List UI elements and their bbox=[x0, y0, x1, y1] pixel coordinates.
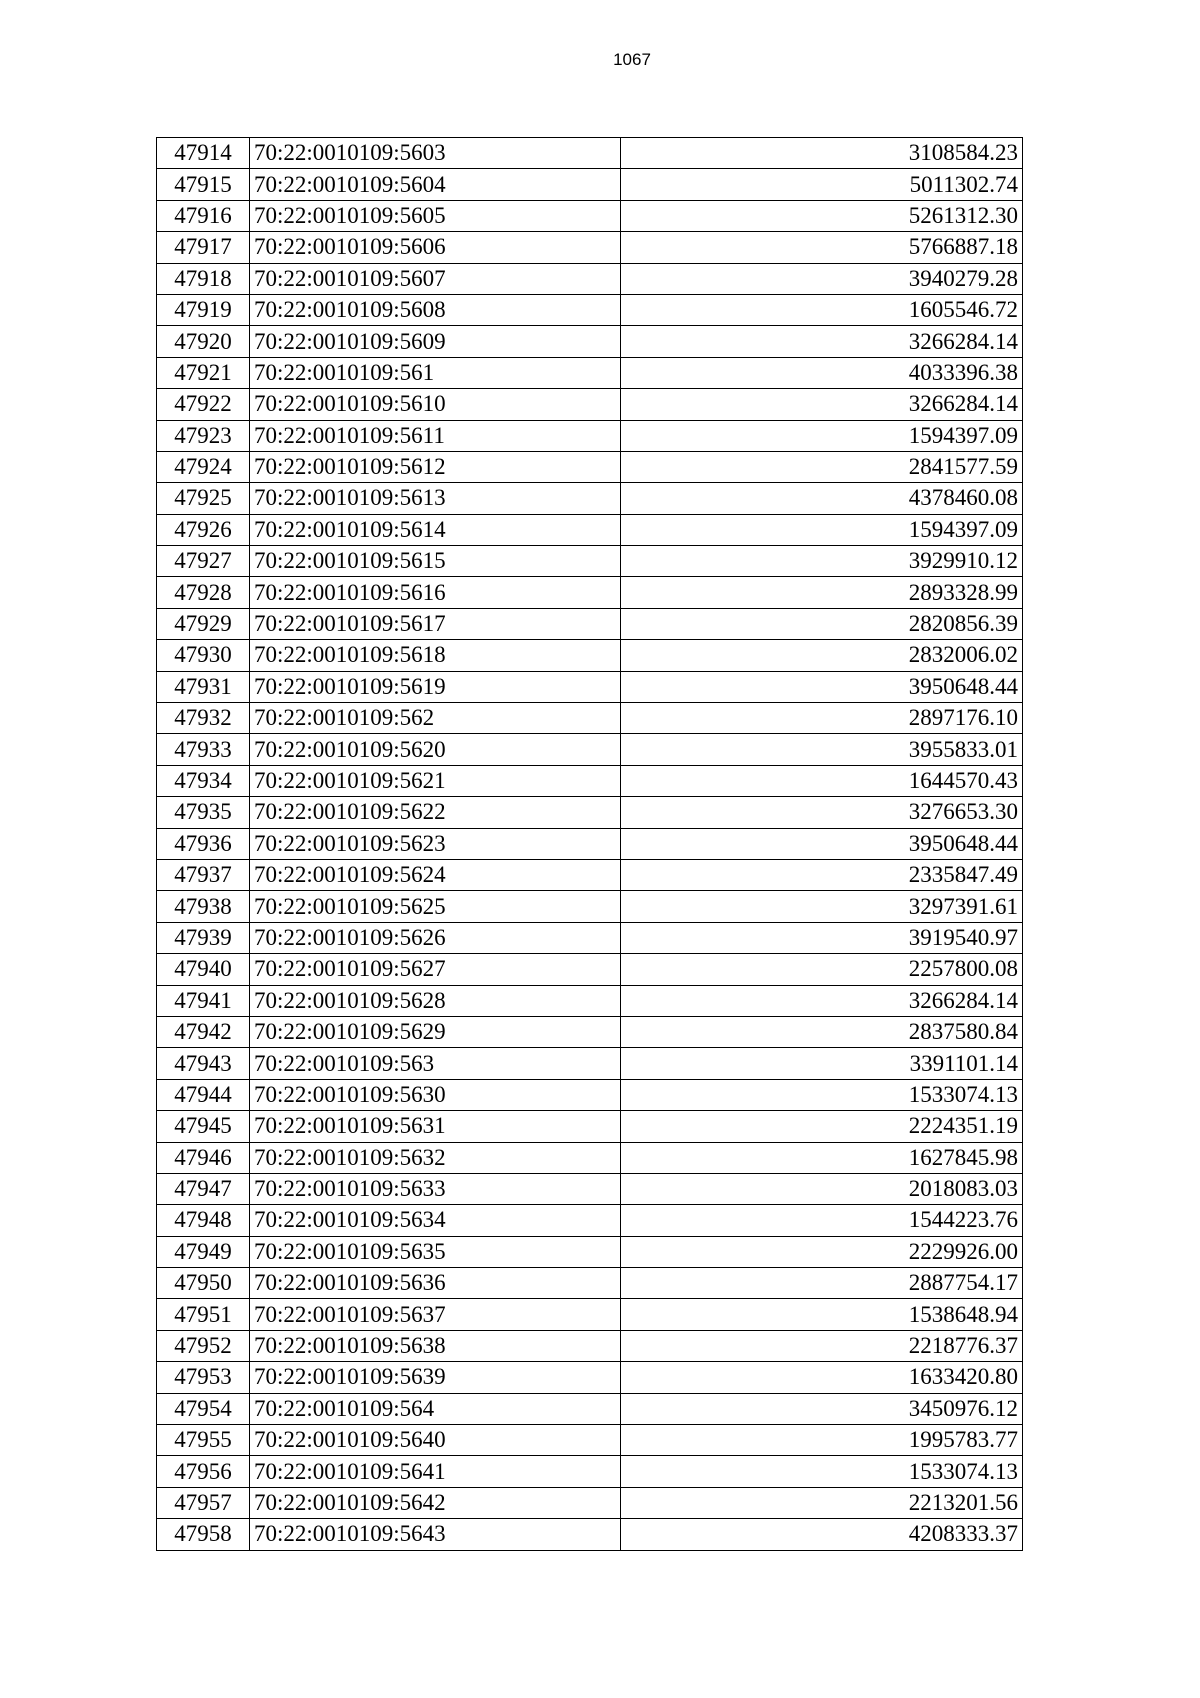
cadastral-value-cell: 1605546.72 bbox=[621, 294, 1023, 325]
cadastral-value-cell: 5011302.74 bbox=[621, 169, 1023, 200]
table-row bbox=[157, 1487, 1023, 1518]
row-number-cell: 47937 bbox=[157, 859, 250, 890]
row-number-cell: 47948 bbox=[157, 1205, 250, 1236]
table-row bbox=[157, 263, 1023, 294]
cadastral-number-cell: 70:22:0010109:5623 bbox=[250, 828, 621, 859]
cadastral-number-cell: 70:22:0010109:5632 bbox=[250, 1142, 621, 1173]
table-row bbox=[157, 357, 1023, 388]
table-row bbox=[157, 608, 1023, 639]
table-row bbox=[157, 1299, 1023, 1330]
cadastral-number-cell: 70:22:0010109:564 bbox=[250, 1393, 621, 1424]
table-row bbox=[157, 1425, 1023, 1456]
cadastral-value-cell: 3391101.14 bbox=[621, 1048, 1023, 1079]
cadastral-number-cell: 70:22:0010109:5608 bbox=[250, 294, 621, 325]
table-row bbox=[157, 1393, 1023, 1424]
row-number-cell: 47938 bbox=[157, 891, 250, 922]
row-number-cell: 47958 bbox=[157, 1519, 250, 1550]
cadastral-value-cell: 1533074.13 bbox=[621, 1456, 1023, 1487]
row-number-cell: 47923 bbox=[157, 420, 250, 451]
cadastral-number-cell: 70:22:0010109:562 bbox=[250, 703, 621, 734]
cadastral-number-cell: 70:22:0010109:5607 bbox=[250, 263, 621, 294]
row-number-cell: 47952 bbox=[157, 1330, 250, 1361]
cadastral-number-cell: 70:22:0010109:5603 bbox=[250, 138, 621, 169]
row-number-cell: 47928 bbox=[157, 577, 250, 608]
row-number-cell: 47918 bbox=[157, 263, 250, 294]
cadastral-value-cell: 3266284.14 bbox=[621, 985, 1023, 1016]
cadastral-number-cell: 70:22:0010109:5633 bbox=[250, 1173, 621, 1204]
cadastral-number-cell: 70:22:0010109:5612 bbox=[250, 451, 621, 482]
cadastral-value-cell: 3919540.97 bbox=[621, 922, 1023, 953]
row-number-cell: 47946 bbox=[157, 1142, 250, 1173]
cadastral-number-cell: 70:22:0010109:5643 bbox=[250, 1519, 621, 1550]
cadastral-number-cell: 70:22:0010109:5629 bbox=[250, 1016, 621, 1047]
table-row bbox=[157, 294, 1023, 325]
cadastral-value-cell: 1533074.13 bbox=[621, 1079, 1023, 1110]
cadastral-number-cell: 70:22:0010109:563 bbox=[250, 1048, 621, 1079]
cadastral-value-cell: 3929910.12 bbox=[621, 546, 1023, 577]
row-number-cell: 47950 bbox=[157, 1268, 250, 1299]
table-row bbox=[157, 1236, 1023, 1267]
table-row bbox=[157, 703, 1023, 734]
row-number-cell: 47919 bbox=[157, 294, 250, 325]
table-row bbox=[157, 546, 1023, 577]
row-number-cell: 47914 bbox=[157, 138, 250, 169]
cadastral-value-cell: 1627845.98 bbox=[621, 1142, 1023, 1173]
cadastral-number-cell: 70:22:0010109:5621 bbox=[250, 765, 621, 796]
table-row bbox=[157, 922, 1023, 953]
cadastral-value-cell: 2224351.19 bbox=[621, 1111, 1023, 1142]
row-number-cell: 47939 bbox=[157, 922, 250, 953]
row-number-cell: 47921 bbox=[157, 357, 250, 388]
cadastral-number-cell: 70:22:0010109:5642 bbox=[250, 1487, 621, 1518]
table-row bbox=[157, 1142, 1023, 1173]
row-number-cell: 47922 bbox=[157, 389, 250, 420]
cadastral-value-cell: 4033396.38 bbox=[621, 357, 1023, 388]
cadastral-number-cell: 70:22:0010109:5627 bbox=[250, 954, 621, 985]
row-number-cell: 47929 bbox=[157, 608, 250, 639]
table-row bbox=[157, 1456, 1023, 1487]
cadastral-value-cell: 5261312.30 bbox=[621, 200, 1023, 231]
cadastral-number-cell: 70:22:0010109:5611 bbox=[250, 420, 621, 451]
cadastral-number-cell: 70:22:0010109:5619 bbox=[250, 671, 621, 702]
row-number-cell: 47951 bbox=[157, 1299, 250, 1330]
cadastral-number-cell: 70:22:0010109:5605 bbox=[250, 200, 621, 231]
cadastral-value-cell: 1544223.76 bbox=[621, 1205, 1023, 1236]
page-number: 1067 bbox=[613, 50, 651, 69]
cadastral-value-cell: 2820856.39 bbox=[621, 608, 1023, 639]
cadastral-value-cell: 3450976.12 bbox=[621, 1393, 1023, 1424]
table-row bbox=[157, 1016, 1023, 1047]
cadastral-number-cell: 70:22:0010109:5617 bbox=[250, 608, 621, 639]
cadastral-number-cell: 70:22:0010109:5618 bbox=[250, 640, 621, 671]
cadastral-value-table bbox=[156, 137, 1023, 1551]
table-row bbox=[157, 389, 1023, 420]
cadastral-number-cell: 70:22:0010109:5636 bbox=[250, 1268, 621, 1299]
table-row bbox=[157, 232, 1023, 263]
row-number-cell: 47926 bbox=[157, 514, 250, 545]
cadastral-value-cell: 4208333.37 bbox=[621, 1519, 1023, 1550]
cadastral-number-cell: 70:22:0010109:5640 bbox=[250, 1425, 621, 1456]
row-number-cell: 47941 bbox=[157, 985, 250, 1016]
cadastral-number-cell: 70:22:0010109:5635 bbox=[250, 1236, 621, 1267]
row-number-cell: 47930 bbox=[157, 640, 250, 671]
cadastral-value-cell: 3276653.30 bbox=[621, 797, 1023, 828]
cadastral-number-cell: 70:22:0010109:5631 bbox=[250, 1111, 621, 1142]
cadastral-value-cell: 3940279.28 bbox=[621, 263, 1023, 294]
table-row bbox=[157, 169, 1023, 200]
cadastral-value-cell: 3297391.61 bbox=[621, 891, 1023, 922]
table-row bbox=[157, 200, 1023, 231]
cadastral-value-cell: 2213201.56 bbox=[621, 1487, 1023, 1518]
cadastral-number-cell: 70:22:0010109:5615 bbox=[250, 546, 621, 577]
cadastral-value-cell: 3950648.44 bbox=[621, 828, 1023, 859]
cadastral-value-cell: 1538648.94 bbox=[621, 1299, 1023, 1330]
cadastral-value-cell: 2257800.08 bbox=[621, 954, 1023, 985]
row-number-cell: 47945 bbox=[157, 1111, 250, 1142]
cadastral-number-cell: 70:22:0010109:5610 bbox=[250, 389, 621, 420]
row-number-cell: 47954 bbox=[157, 1393, 250, 1424]
row-number-cell: 47917 bbox=[157, 232, 250, 263]
cadastral-value-cell: 3955833.01 bbox=[621, 734, 1023, 765]
cadastral-number-cell: 70:22:0010109:5609 bbox=[250, 326, 621, 357]
row-number-cell: 47953 bbox=[157, 1362, 250, 1393]
row-number-cell: 47933 bbox=[157, 734, 250, 765]
cadastral-value-cell: 2218776.37 bbox=[621, 1330, 1023, 1361]
table-row bbox=[157, 1268, 1023, 1299]
cadastral-value-cell: 2893328.99 bbox=[621, 577, 1023, 608]
table-row bbox=[157, 985, 1023, 1016]
table-row bbox=[157, 577, 1023, 608]
cadastral-value-cell: 2832006.02 bbox=[621, 640, 1023, 671]
cadastral-number-cell: 70:22:0010109:5628 bbox=[250, 985, 621, 1016]
row-number-cell: 47935 bbox=[157, 797, 250, 828]
table-row bbox=[157, 640, 1023, 671]
cadastral-value-cell: 3266284.14 bbox=[621, 326, 1023, 357]
cadastral-value-cell: 1644570.43 bbox=[621, 765, 1023, 796]
table-row bbox=[157, 1173, 1023, 1204]
cadastral-number-cell: 70:22:0010109:5604 bbox=[250, 169, 621, 200]
cadastral-number-cell: 70:22:0010109:5641 bbox=[250, 1456, 621, 1487]
table-row bbox=[157, 420, 1023, 451]
cadastral-value-cell: 3266284.14 bbox=[621, 389, 1023, 420]
table-row bbox=[157, 1111, 1023, 1142]
cadastral-number-cell: 70:22:0010109:5606 bbox=[250, 232, 621, 263]
table-row bbox=[157, 326, 1023, 357]
cadastral-number-cell: 70:22:0010109:5638 bbox=[250, 1330, 621, 1361]
row-number-cell: 47934 bbox=[157, 765, 250, 796]
row-number-cell: 47947 bbox=[157, 1173, 250, 1204]
cadastral-value-cell: 4378460.08 bbox=[621, 483, 1023, 514]
cadastral-value-cell: 2897176.10 bbox=[621, 703, 1023, 734]
cadastral-value-cell: 2018083.03 bbox=[621, 1173, 1023, 1204]
row-number-cell: 47940 bbox=[157, 954, 250, 985]
cadastral-value-cell: 1995783.77 bbox=[621, 1425, 1023, 1456]
cadastral-number-cell: 70:22:0010109:561 bbox=[250, 357, 621, 388]
row-number-cell: 47920 bbox=[157, 326, 250, 357]
table-row bbox=[157, 514, 1023, 545]
table-body bbox=[157, 138, 1023, 1551]
table-row bbox=[157, 138, 1023, 169]
row-number-cell: 47916 bbox=[157, 200, 250, 231]
cadastral-number-cell: 70:22:0010109:5625 bbox=[250, 891, 621, 922]
cadastral-value-cell: 1633420.80 bbox=[621, 1362, 1023, 1393]
row-number-cell: 47949 bbox=[157, 1236, 250, 1267]
row-number-cell: 47931 bbox=[157, 671, 250, 702]
row-number-cell: 47942 bbox=[157, 1016, 250, 1047]
cadastral-value-cell: 2841577.59 bbox=[621, 451, 1023, 482]
cadastral-value-cell: 2335847.49 bbox=[621, 859, 1023, 890]
cadastral-number-cell: 70:22:0010109:5613 bbox=[250, 483, 621, 514]
row-number-cell: 47957 bbox=[157, 1487, 250, 1518]
cadastral-value-cell: 1594397.09 bbox=[621, 420, 1023, 451]
row-number-cell: 47936 bbox=[157, 828, 250, 859]
row-number-cell: 47915 bbox=[157, 169, 250, 200]
row-number-cell: 47943 bbox=[157, 1048, 250, 1079]
cadastral-number-cell: 70:22:0010109:5637 bbox=[250, 1299, 621, 1330]
cadastral-number-cell: 70:22:0010109:5634 bbox=[250, 1205, 621, 1236]
row-number-cell: 47956 bbox=[157, 1456, 250, 1487]
row-number-cell: 47944 bbox=[157, 1079, 250, 1110]
cadastral-value-cell: 2229926.00 bbox=[621, 1236, 1023, 1267]
cadastral-value-cell: 3108584.23 bbox=[621, 138, 1023, 169]
cadastral-value-cell: 2887754.17 bbox=[621, 1268, 1023, 1299]
table-row bbox=[157, 859, 1023, 890]
cadastral-number-cell: 70:22:0010109:5620 bbox=[250, 734, 621, 765]
table-row bbox=[157, 1079, 1023, 1110]
cadastral-value-cell: 5766887.18 bbox=[621, 232, 1023, 263]
table-row bbox=[157, 1330, 1023, 1361]
table-row bbox=[157, 734, 1023, 765]
table-row bbox=[157, 1048, 1023, 1079]
cadastral-number-cell: 70:22:0010109:5622 bbox=[250, 797, 621, 828]
table-row bbox=[157, 765, 1023, 796]
row-number-cell: 47924 bbox=[157, 451, 250, 482]
table-row bbox=[157, 828, 1023, 859]
table-row bbox=[157, 1362, 1023, 1393]
cadastral-value-cell: 2837580.84 bbox=[621, 1016, 1023, 1047]
table-row bbox=[157, 1205, 1023, 1236]
table-row bbox=[157, 451, 1023, 482]
table-row bbox=[157, 797, 1023, 828]
row-number-cell: 47932 bbox=[157, 703, 250, 734]
cadastral-value-cell: 3950648.44 bbox=[621, 671, 1023, 702]
table-row bbox=[157, 891, 1023, 922]
row-number-cell: 47925 bbox=[157, 483, 250, 514]
table-row bbox=[157, 483, 1023, 514]
cadastral-number-cell: 70:22:0010109:5624 bbox=[250, 859, 621, 890]
table-row bbox=[157, 1519, 1023, 1550]
cadastral-number-cell: 70:22:0010109:5614 bbox=[250, 514, 621, 545]
cadastral-number-cell: 70:22:0010109:5630 bbox=[250, 1079, 621, 1110]
cadastral-number-cell: 70:22:0010109:5616 bbox=[250, 577, 621, 608]
table-row bbox=[157, 954, 1023, 985]
table-row bbox=[157, 671, 1023, 702]
cadastral-value-cell: 1594397.09 bbox=[621, 514, 1023, 545]
cadastral-number-cell: 70:22:0010109:5626 bbox=[250, 922, 621, 953]
row-number-cell: 47927 bbox=[157, 546, 250, 577]
row-number-cell: 47955 bbox=[157, 1425, 250, 1456]
cadastral-number-cell: 70:22:0010109:5639 bbox=[250, 1362, 621, 1393]
